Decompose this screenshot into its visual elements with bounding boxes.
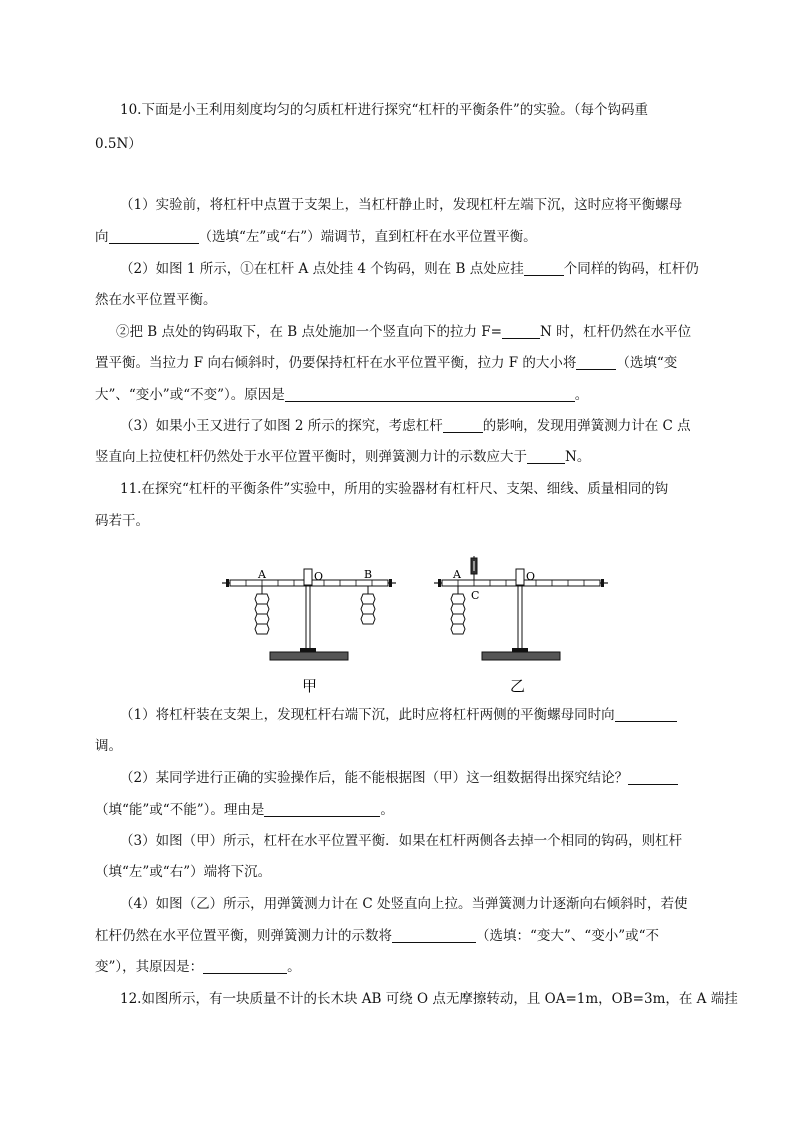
q11-part4-line2: 杠杆仍然在水平位置平衡，则弹簧测力计的示数将 （选填：“变大”、“变小”或“不 <box>95 928 660 944</box>
lever-figure <box>218 556 608 706</box>
stand-base <box>270 652 348 660</box>
pivot-block <box>304 569 312 585</box>
answer-blank[interactable] <box>203 959 287 974</box>
q11-part1-line2: 调。 <box>95 738 122 754</box>
answer-blank[interactable] <box>264 802 380 817</box>
stand-base <box>482 652 560 660</box>
label-o-right: O <box>526 570 536 583</box>
q11-part3-line2: （填“左”或“右”）端将下沉。 <box>95 864 272 880</box>
label-o-left: O <box>314 570 324 583</box>
answer-blank[interactable] <box>392 928 476 943</box>
support-stand <box>306 586 310 650</box>
q10-part3-line1: （3）如果小王又进行了如图 2 所示的探究，考虑杠杆 的影响，发现用弹簧测力计在 C 点 <box>120 418 691 434</box>
label-c-right: C <box>471 589 480 602</box>
q10-part2-line4: 置平衡。当拉力 F 向右倾斜时，仍要保持杠杆在水平位置平衡，拉力 F 的大小将 （选填“变 <box>95 355 678 371</box>
q11-part4-line3: 变”），其原因是： 。 <box>95 959 301 975</box>
q10-part2-line3: ②把 B 点处的钩码取下，在 B 点处施加一个竖直向下的拉力 F= N 时，杠杆仍然在水平位 <box>116 324 692 340</box>
q11-part2-line2: （填“能”或“不能”）。理由是 。 <box>95 802 394 818</box>
q10-part2-line5: 大”、“变小”或“不变”）。原因是 。 <box>95 387 589 403</box>
q11-part2-line1: （2）某同学进行正确的实验操作后，能不能根据图（甲）这一组数据得出探究结论？ <box>120 762 730 794</box>
q11-part4-line1: （4）如图（乙）所示，用弹簧测力计在 C 处竖直向上拉。当弹簧测力计逐渐向右倾斜时，若使 <box>120 896 688 912</box>
figure-label-yi: 乙 <box>510 677 526 695</box>
label-b-left: B <box>364 568 373 581</box>
q10-stem-line2: 0.5N） <box>95 136 142 152</box>
answer-blank[interactable] <box>615 707 677 722</box>
q10-part1-line1: （1）实验前，将杠杆中点置于支架上，当杠杆静止时，发现杠杆左端下沉，这时应将平衡螺母 <box>120 197 683 213</box>
answer-blank[interactable] <box>502 324 540 339</box>
q10-stem-line1: 10.下面是小王利用刻度均匀的匀质杠杆进行探究“杠杆的平衡条件”的实验。（每个钩码重 <box>120 102 649 118</box>
support-stand <box>518 586 522 650</box>
answer-blank[interactable] <box>443 418 483 433</box>
hook-weights-b <box>361 594 375 624</box>
answer-blank[interactable] <box>285 387 575 402</box>
figure-label-jia: 甲 <box>302 677 318 695</box>
pivot-block <box>516 569 524 585</box>
q10-part2-line1: （2）如图 1 所示，①在杠杆 A 点处挂 4 个钩码，则在 B 点处应挂 个同样的钩码，杠杆仍 <box>120 261 699 277</box>
q12-stem-line1: 12.如图所示，有一块质量不计的长木块 AB 可绕 O 点无摩擦转动，且 OA=1m，OB=3m，在 A 端挂 <box>120 991 738 1007</box>
lever-setup-left <box>222 568 396 660</box>
spring-scale <box>471 556 477 580</box>
answer-blank[interactable] <box>109 229 199 244</box>
q10-part2-line2: 然在水平位置平衡。 <box>95 292 217 308</box>
answer-blank[interactable] <box>576 355 616 370</box>
q11-part1-line1: （1）将杠杆装在支架上，发现杠杆右端下沉，此时应将杠杆两侧的平衡螺母同时向 <box>120 699 730 731</box>
answer-blank[interactable] <box>527 449 565 464</box>
q11-stem-line2: 码若干。 <box>95 513 149 529</box>
lever-setup-right <box>434 556 608 660</box>
hook-weights-a <box>255 594 269 634</box>
q10-part1-line2: 向 （选填“左”或“右”）端调节，直到杠杆在水平位置平衡。 <box>95 229 537 245</box>
q11-stem-line1: 11.在探究“杠杆的平衡条件”实验中，所用的实验器材有杠杆尺、支架、细线、质量相同的钩 <box>120 481 669 497</box>
q10-part3-line2: 竖直向上拉使杠杆仍然处于水平位置平衡时，则弹簧测力计的示数应大于 N。 <box>95 449 591 465</box>
label-a-right: A <box>453 568 461 581</box>
answer-blank[interactable] <box>524 261 564 276</box>
q11-part3-line1: （3）如图（甲）所示，杠杆在水平位置平衡．如果在杠杆两侧各去掉一个相同的钩码，则杠杆 <box>120 833 683 849</box>
hook-weights-a <box>451 594 465 634</box>
label-a-left: A <box>258 568 266 581</box>
answer-blank[interactable] <box>628 770 678 785</box>
